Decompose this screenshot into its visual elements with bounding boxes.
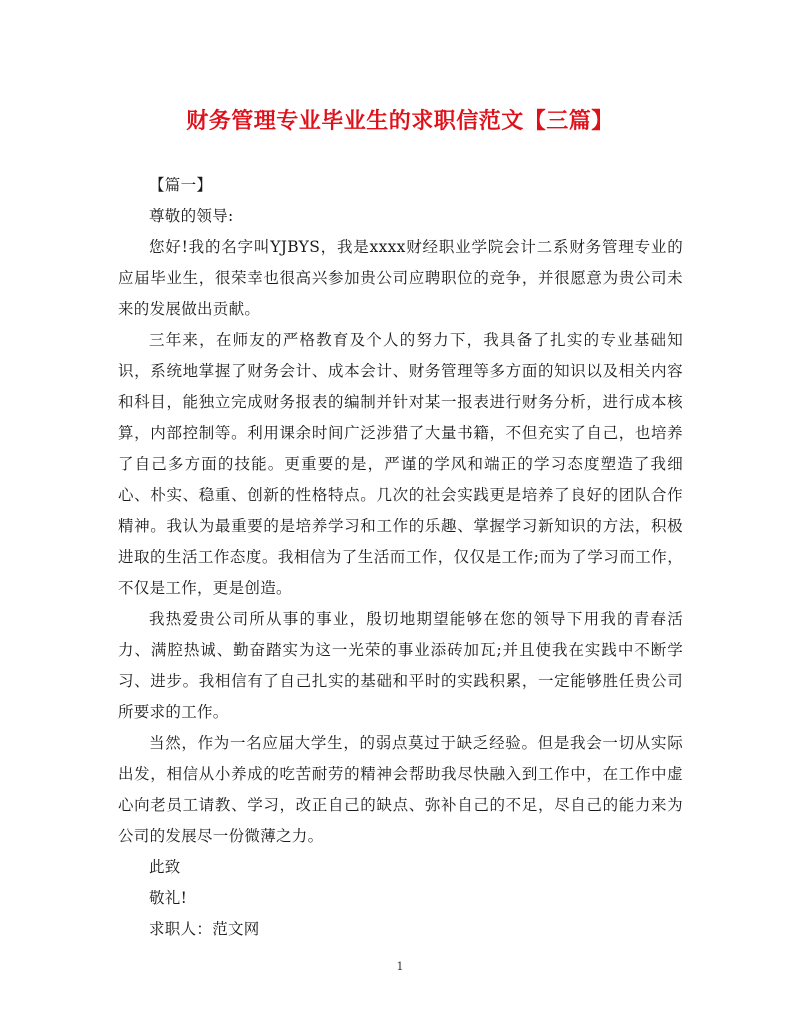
closing-line-1: 此致 <box>149 858 181 876</box>
page-number: 1 <box>396 960 404 973</box>
page-title: 财务管理专业毕业生的求职信范文【三篇】 <box>186 108 614 134</box>
paragraph-experience: 三年来，在师友的严格教育及个人的努力下，我具备了扎实的专业基础知识，系统地掌握了财务会计、成本会计、财务管理等多方面的知识以及相关内容和科目，能独立完成财务报表的编制并针对某一报表进行财务分析，进行成本核算，内部控制等。利用课余时间广泛涉猎了大量书籍，不但充实了自己，也培养了自己多方面的技能。更重要的是，严谨的学风和端正的学习态度塑造了我细心、朴实、稳重、创新的性格特点。几次的社会实践更是培养了良好的团队合作精神。我认为最重要的是培养学习和工作的乐趣、掌握学习新知识的方法，积极进取的生活工作态度。我相信为了生活而工作，仅仅是工作;而为了学习而工作，不仅是工作，更是创造。 <box>118 331 683 597</box>
paragraph-intro: 您好!我的名字叫YJBYS，我是xxxx财经职业学院会计二系财务管理专业的应届毕业生，很荣幸也很高兴参加贵公司应聘职位的竞争，并很愿意为贵公司未来的发展做出贡献。 <box>118 238 683 318</box>
closing-line-2: 敬礼! <box>149 889 188 907</box>
signature: 求职人：范文网 <box>149 920 260 938</box>
letter-body <box>118 170 683 945</box>
salutation: 尊敬的领导: <box>149 207 234 225</box>
paragraph-motivation: 我热爱贵公司所从事的事业，殷切地期望能够在您的领导下用我的青春活力、满腔热诚、勤奋踏实为这一光荣的事业添砖加瓦;并且使我在实践中不断学习、进步。我相信有了自己扎实的基础和平时的实践积累，一定能够胜任贵公司所要求的工作。 <box>118 610 683 721</box>
paragraph-weakness: 当然，作为一名应届大学生，的弱点莫过于缺乏经验。但是我会一切从实际出发，相信从小养成的吃苦耐劳的精神会帮助我尽快融入到工作中，在工作中虚心向老员工请教、学习，改正自己的缺点、弥补自己的不足，尽自己的能力来为公司的发展尽一份微薄之力。 <box>118 734 683 845</box>
section-heading: 【篇一】 <box>149 176 213 194</box>
